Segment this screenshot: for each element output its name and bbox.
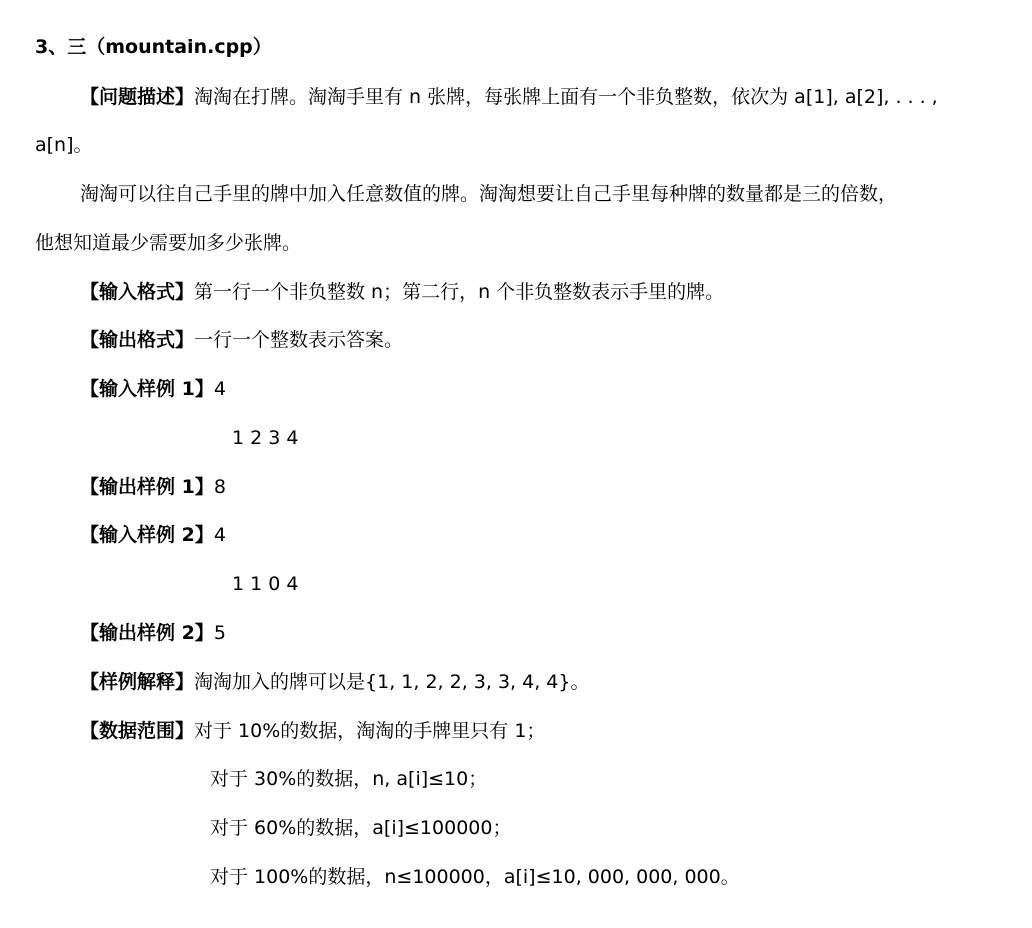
sample-1-input-line-2: 1 2 3 4: [232, 427, 299, 449]
sample-1-input-label: 【输入样例 1】: [80, 378, 214, 400]
sample-1-input-data: [232, 425, 298, 451]
description-para2-text-1: 淘淘可以往自己手里的牌中加入任意数值的牌。淘淘想要让自己手里每种牌的数量都是三的倍数，: [80, 183, 898, 205]
data-range-text-1: 对于 10%的数据，淘淘的手牌里只有 1；: [194, 720, 546, 742]
sample-2-input-line-1: 4: [213, 524, 226, 546]
problem-number: 3、: [35, 36, 68, 58]
sample-2-input-label: 【输入样例 2】: [80, 524, 214, 546]
input-format-label: 【输入格式】: [80, 281, 195, 303]
sample-2-output-label: 【输出样例 2】: [80, 622, 214, 644]
description-para2-line-1: [80, 181, 897, 207]
description-text-1: 淘淘在打牌。淘淘手里有 n 张牌，每张牌上面有一个非负整数，依次为 a[1], a[2], . . . ,: [194, 86, 938, 108]
data-range-line-3: [210, 815, 511, 841]
data-range-text-4: 对于 100%的数据，n≤100000，a[i]≤10, 000, 000, 000。: [210, 866, 740, 888]
sample-explanation-label: 【样例解释】: [80, 671, 195, 693]
problem-name: 三: [67, 36, 87, 58]
sample-1-input-line-1: 4: [213, 378, 226, 400]
data-range-text-3: 对于 60%的数据，a[i]≤100000；: [210, 817, 512, 839]
description-line-1: [80, 84, 938, 110]
sample-explanation-text: 淘淘加入的牌可以是{1, 1, 2, 2, 3, 3, 4, 4}。: [194, 671, 590, 693]
sample-2-output-value: 5: [213, 622, 226, 644]
problem-title: [35, 34, 272, 60]
problem-file: （mountain.cpp）: [86, 36, 272, 58]
data-range-label: 【数据范围】: [80, 720, 195, 742]
data-range-line-4: [210, 864, 740, 890]
description-label: 【问题描述】: [80, 86, 195, 108]
sample-1-output: [80, 474, 226, 500]
sample-1-output-label: 【输出样例 1】: [80, 476, 214, 498]
description-para2-text-2: 他想知道最少需要加多少张牌。: [35, 232, 302, 254]
sample-2-output: [80, 620, 226, 646]
sample-2-input: [80, 522, 226, 548]
data-range-text-2: 对于 30%的数据，n, a[i]≤10；: [210, 768, 488, 790]
sample-2-input-data: [232, 571, 298, 597]
sample-explanation: [80, 669, 589, 695]
sample-2-input-line-2: 1 1 0 4: [232, 573, 299, 595]
input-format: [80, 279, 724, 305]
sample-1-input: [80, 376, 226, 402]
output-format: [80, 327, 403, 353]
data-range-line-1: [80, 718, 545, 744]
output-format-label: 【输出格式】: [80, 329, 195, 351]
input-format-text: 第一行一个非负整数 n；第二行，n 个非负整数表示手里的牌。: [194, 281, 725, 303]
data-range-line-2: [210, 766, 487, 792]
description-line-2: [35, 132, 93, 158]
description-para2-line-2: [35, 230, 301, 256]
output-format-text: 一行一个整数表示答案。: [194, 329, 404, 351]
description-text-2: a[n]。: [35, 134, 93, 156]
sample-1-output-value: 8: [213, 476, 226, 498]
